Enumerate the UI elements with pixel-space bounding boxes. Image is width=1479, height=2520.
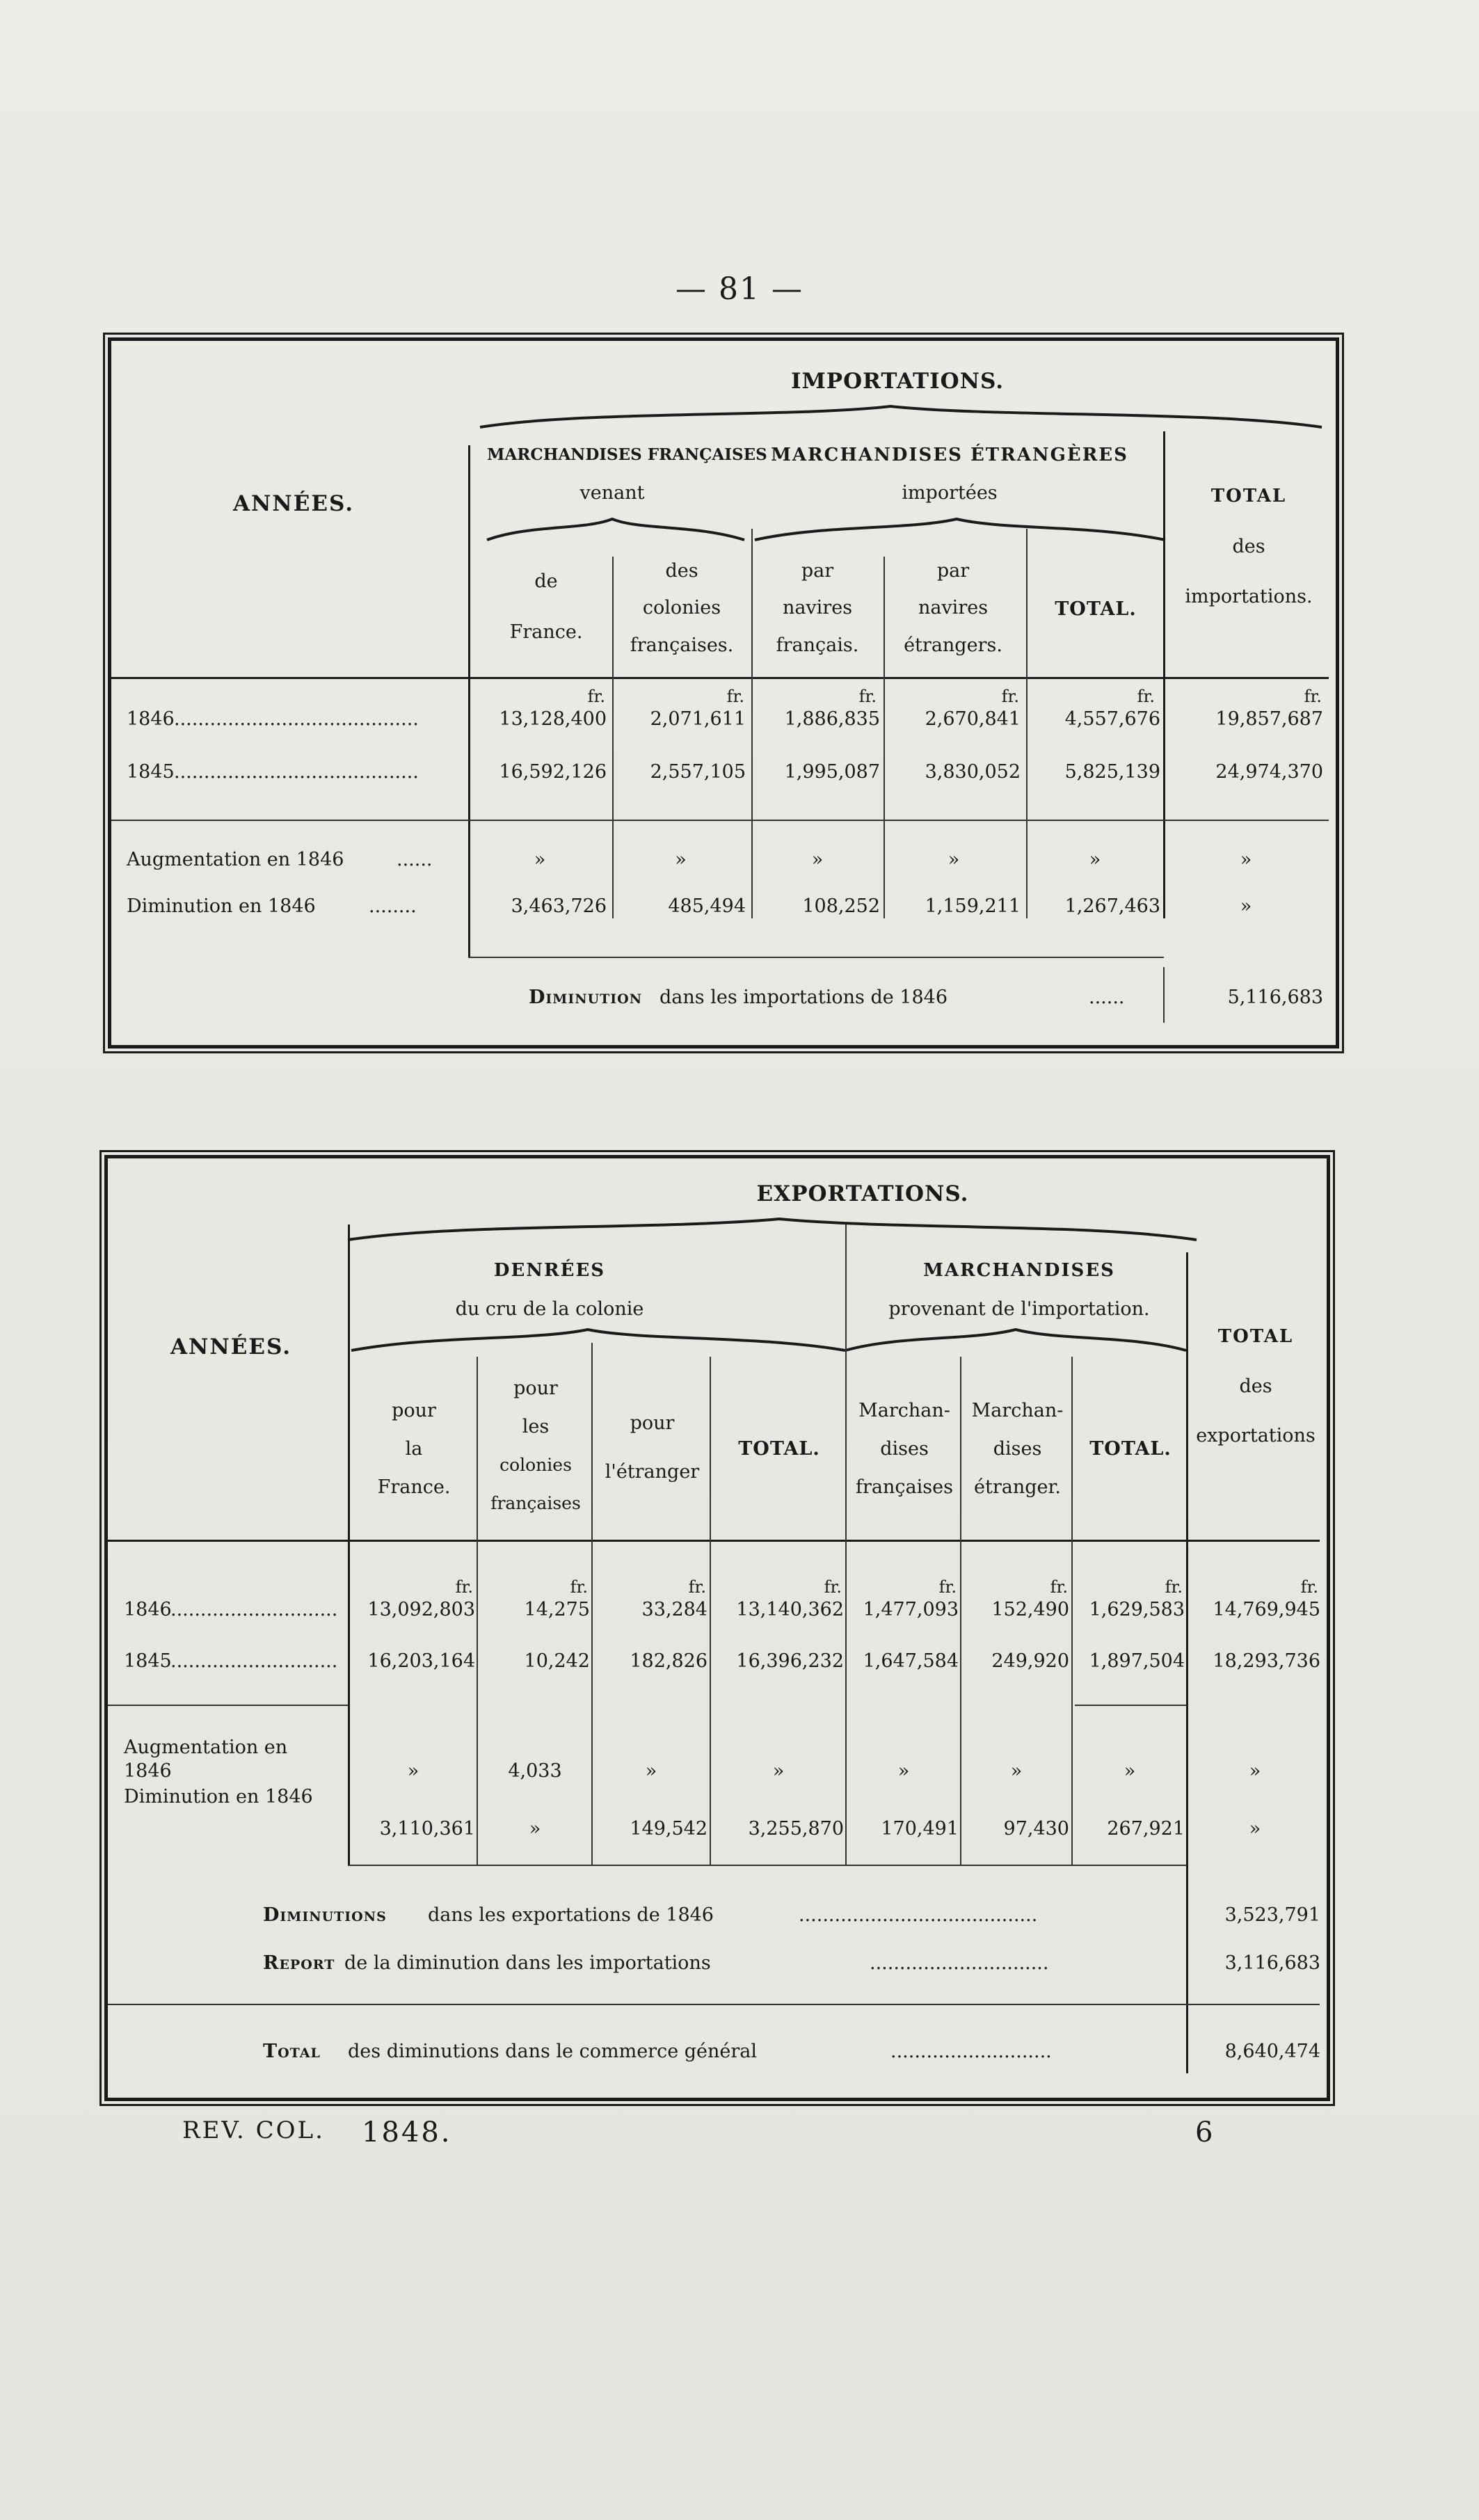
imports-row-label: Diminution en 1846 xyxy=(127,895,316,917)
exports-group-march-sub: provenant de l'importation. xyxy=(888,1298,1150,1320)
exports-cell: 249,920 xyxy=(991,1650,1069,1672)
exports-col-etranger-1: pour xyxy=(630,1412,675,1434)
imports-col-navetr-3: étrangers. xyxy=(904,635,1002,656)
imports-col-colonies-1: des xyxy=(665,560,698,582)
imports-cell: 24,974,370 xyxy=(1215,761,1323,783)
exports-row-label: Augmentation en 1846 xyxy=(124,1737,288,1782)
imports-col-colonies-2: colonies xyxy=(642,597,721,619)
exports-unit: fr. xyxy=(455,1577,473,1597)
exports-col-etranger-2: l'étranger xyxy=(605,1461,700,1483)
exports-summary-lead: Diminutions xyxy=(263,1904,387,1926)
imports-cell: » xyxy=(1240,895,1252,917)
exports-col-france-3: France. xyxy=(377,1476,451,1498)
exports-col-marchetr-2: dises xyxy=(993,1438,1042,1460)
exports-denrees-brace xyxy=(351,1325,852,1353)
imports-col-navetr-1: par xyxy=(936,560,970,582)
leader-dots: ............................ xyxy=(170,1599,338,1620)
exports-cell: 1,647,584 xyxy=(863,1650,959,1672)
exports-cell: 13,140,362 xyxy=(736,1599,844,1620)
imports-cell: » xyxy=(534,849,546,870)
leader-dots: ............................ xyxy=(170,1650,338,1672)
leader-dots: ......................................... xyxy=(174,708,419,730)
imports-col-navetr-2: navires xyxy=(918,597,989,619)
imports-unit: fr. xyxy=(1304,687,1322,706)
imports-cell: » xyxy=(1089,849,1101,870)
exports-cell: 14,275 xyxy=(524,1599,590,1620)
imports-fr-brace xyxy=(487,515,751,543)
exports-col-colonies-2: les xyxy=(522,1416,550,1437)
exports-cell: 16,203,164 xyxy=(367,1650,475,1672)
exports-cell: 3,110,361 xyxy=(379,1818,475,1840)
leader-dots: ......................................... xyxy=(174,761,419,783)
exports-group-denrees: DENRÉES xyxy=(493,1260,606,1281)
exports-cell: 170,491 xyxy=(881,1818,959,1840)
exports-title-brace xyxy=(348,1215,1204,1243)
imports-summary-text: dans les importations de 1846 xyxy=(659,987,948,1008)
exports-cell: 267,921 xyxy=(1107,1818,1185,1840)
exports-summary-text: des diminutions dans le commerce général xyxy=(348,2041,758,2062)
imports-cell: 2,557,105 xyxy=(650,761,746,783)
exports-cell: 3,255,870 xyxy=(748,1818,844,1840)
exports-group-march: MARCHANDISES xyxy=(923,1260,1115,1281)
imports-years-label: ANNÉES. xyxy=(233,491,355,516)
imports-cell: 2,670,841 xyxy=(925,708,1021,730)
imports-unit: fr. xyxy=(1001,687,1019,706)
imports-group-etr-sub: importées xyxy=(902,482,998,504)
imports-cell: 4,557,676 xyxy=(1064,708,1160,730)
imports-unit: fr. xyxy=(858,687,877,706)
imports-total-head: TOTAL xyxy=(1210,486,1287,507)
leader-dots: ...... xyxy=(397,849,433,870)
exports-col-total2: TOTAL. xyxy=(1089,1438,1172,1460)
imports-group-fr: MARCHANDISES FRANÇAISES xyxy=(487,445,767,464)
exports-cell: 97,430 xyxy=(1003,1818,1069,1840)
imports-unit: fr. xyxy=(587,687,605,706)
exports-row-label: Diminution en 1846 xyxy=(124,1786,313,1808)
imports-cell: 1,267,463 xyxy=(1064,895,1160,917)
exports-col-colonies-3: colonies xyxy=(499,1455,572,1475)
imports-row-label: Augmentation en 1846 xyxy=(127,849,344,870)
exports-col-france-2: la xyxy=(405,1438,423,1460)
leader-dots: ...... xyxy=(1089,987,1125,1008)
exports-col-colonies-1: pour xyxy=(513,1378,558,1399)
exports-cell: 182,826 xyxy=(630,1650,707,1672)
imports-cell: » xyxy=(675,849,687,870)
imports-group-etr: MARCHANDISES ÉTRANGÈRES xyxy=(771,445,1128,465)
imports-cell: » xyxy=(948,849,960,870)
exports-cell: 16,396,232 xyxy=(736,1650,844,1672)
exports-cell: » xyxy=(1010,1760,1023,1782)
exports-vline xyxy=(348,1225,350,1865)
exports-unit: fr. xyxy=(688,1577,706,1597)
imports-col-france-2: France. xyxy=(509,621,583,643)
exports-col-total1: TOTAL. xyxy=(738,1438,820,1460)
page-number: — 81 — xyxy=(675,271,804,307)
exports-col-marchetr-3: étranger. xyxy=(973,1476,1061,1498)
imports-cell: 13,128,400 xyxy=(499,708,607,730)
imports-cell: 5,825,139 xyxy=(1064,761,1160,783)
imports-cell: 108,252 xyxy=(802,895,880,917)
exports-col-marchetr-1: Marchan- xyxy=(971,1400,1064,1421)
exports-col-colonies-4: françaises xyxy=(490,1493,581,1513)
imports-col-navfr-3: français. xyxy=(776,635,859,656)
exports-cell: » xyxy=(407,1760,419,1782)
footer-journal: REV. COL. xyxy=(182,2116,325,2144)
imports-title: IMPORTATIONS. xyxy=(790,369,1005,394)
imports-cell: » xyxy=(811,849,824,870)
exports-header-rule xyxy=(108,1540,1320,1542)
exports-row-label: 1846 xyxy=(124,1599,172,1620)
imports-row-label: 1846 xyxy=(127,708,175,730)
exports-cell: 152,490 xyxy=(991,1599,1069,1620)
leader-dots: .............................. xyxy=(870,1952,1049,1974)
imports-summary-lead: Diminution xyxy=(529,987,643,1008)
exports-total-head3: exportations xyxy=(1196,1425,1316,1446)
exports-unit: fr. xyxy=(1300,1577,1318,1597)
exports-summary-value: 3,523,791 xyxy=(1224,1904,1320,1926)
exports-cell: » xyxy=(897,1760,910,1782)
imports-cell: 3,463,726 xyxy=(511,895,607,917)
imports-cell: 2,071,611 xyxy=(650,708,746,730)
exports-title: EXPORTATIONS. xyxy=(756,1181,969,1206)
imports-cell: 485,494 xyxy=(668,895,746,917)
imports-title-brace xyxy=(480,402,1329,430)
exports-col-marchfr-1: Marchan- xyxy=(858,1400,950,1421)
exports-summary-text: dans les exportations de 1846 xyxy=(428,1904,714,1926)
exports-col-marchfr-2: dises xyxy=(880,1438,929,1460)
exports-cell: 1,477,093 xyxy=(863,1599,959,1620)
imports-col-colonies-3: françaises. xyxy=(630,635,734,656)
imports-unit: fr. xyxy=(1137,687,1155,706)
exports-group-denrees-sub: du cru de la colonie xyxy=(455,1298,644,1320)
exports-cell: 33,284 xyxy=(641,1599,707,1620)
imports-etr-brace xyxy=(755,515,1172,543)
imports-cell: 1,995,087 xyxy=(784,761,880,783)
exports-cell: » xyxy=(772,1760,785,1782)
exports-cell: » xyxy=(645,1760,657,1782)
exports-cell: » xyxy=(1249,1818,1261,1840)
imports-vline xyxy=(468,445,470,957)
imports-col-france-1: de xyxy=(534,571,558,592)
exports-summary-text: de la diminution dans les importations xyxy=(344,1952,711,1974)
exports-unit: fr. xyxy=(1165,1577,1183,1597)
imports-col-navfr-1: par xyxy=(801,560,834,582)
exports-cell: » xyxy=(529,1818,541,1840)
exports-col-france-1: pour xyxy=(392,1400,436,1421)
leader-dots: ........................................ xyxy=(799,1904,1038,1926)
exports-cell: » xyxy=(1124,1760,1136,1782)
exports-march-brace xyxy=(845,1325,1193,1353)
imports-cell: » xyxy=(1240,849,1252,870)
exports-cell: 14,769,945 xyxy=(1213,1599,1320,1620)
imports-col-total: TOTAL. xyxy=(1055,598,1137,620)
imports-col-navfr-2: navires xyxy=(782,597,853,619)
exports-summary-lead: Total xyxy=(263,2041,321,2062)
imports-summary-value: 5,116,683 xyxy=(1227,987,1323,1008)
exports-unit: fr. xyxy=(938,1577,957,1597)
imports-cell: 3,830,052 xyxy=(925,761,1021,783)
leader-dots: ........................... xyxy=(890,2041,1052,2062)
imports-row-label: 1845 xyxy=(127,761,175,783)
imports-total-head2: des xyxy=(1232,536,1265,557)
exports-col-marchfr-3: françaises xyxy=(856,1476,953,1498)
exports-cell: 4,033 xyxy=(508,1760,562,1782)
exports-unit: fr. xyxy=(824,1577,842,1597)
exports-cell: 18,293,736 xyxy=(1213,1650,1320,1672)
leader-dots: ........ xyxy=(369,895,417,917)
imports-total-head3: importations. xyxy=(1185,586,1313,607)
exports-unit: fr. xyxy=(570,1577,588,1597)
exports-cell: 1,897,504 xyxy=(1089,1650,1185,1672)
exports-total-head: TOTAL xyxy=(1217,1326,1294,1347)
imports-header-rule xyxy=(111,677,1329,679)
imports-cell: 1,159,211 xyxy=(925,895,1021,917)
exports-cell: 13,092,803 xyxy=(367,1599,475,1620)
exports-years-label: ANNÉES. xyxy=(170,1334,292,1359)
exports-unit: fr. xyxy=(1050,1577,1068,1597)
exports-cell: 1,629,583 xyxy=(1089,1599,1185,1620)
exports-summary-value: 8,640,474 xyxy=(1224,2041,1320,2062)
exports-summary-value: 3,116,683 xyxy=(1224,1952,1320,1974)
footer-year: 1848. xyxy=(362,2116,452,2148)
exports-cell: 10,242 xyxy=(524,1650,590,1672)
imports-cell: 1,886,835 xyxy=(784,708,880,730)
exports-cell: » xyxy=(1249,1760,1261,1782)
imports-cell: 19,857,687 xyxy=(1215,708,1323,730)
exports-cell: 149,542 xyxy=(630,1818,707,1840)
imports-cell: 16,592,126 xyxy=(499,761,607,783)
imports-group-fr-sub: venant xyxy=(579,482,645,504)
imports-unit: fr. xyxy=(726,687,744,706)
exports-summary-lead: Report xyxy=(263,1952,335,1974)
footer-sheet: 6 xyxy=(1195,2116,1215,2148)
exports-total-head2: des xyxy=(1239,1375,1272,1397)
exports-row-label: 1845 xyxy=(124,1650,172,1672)
